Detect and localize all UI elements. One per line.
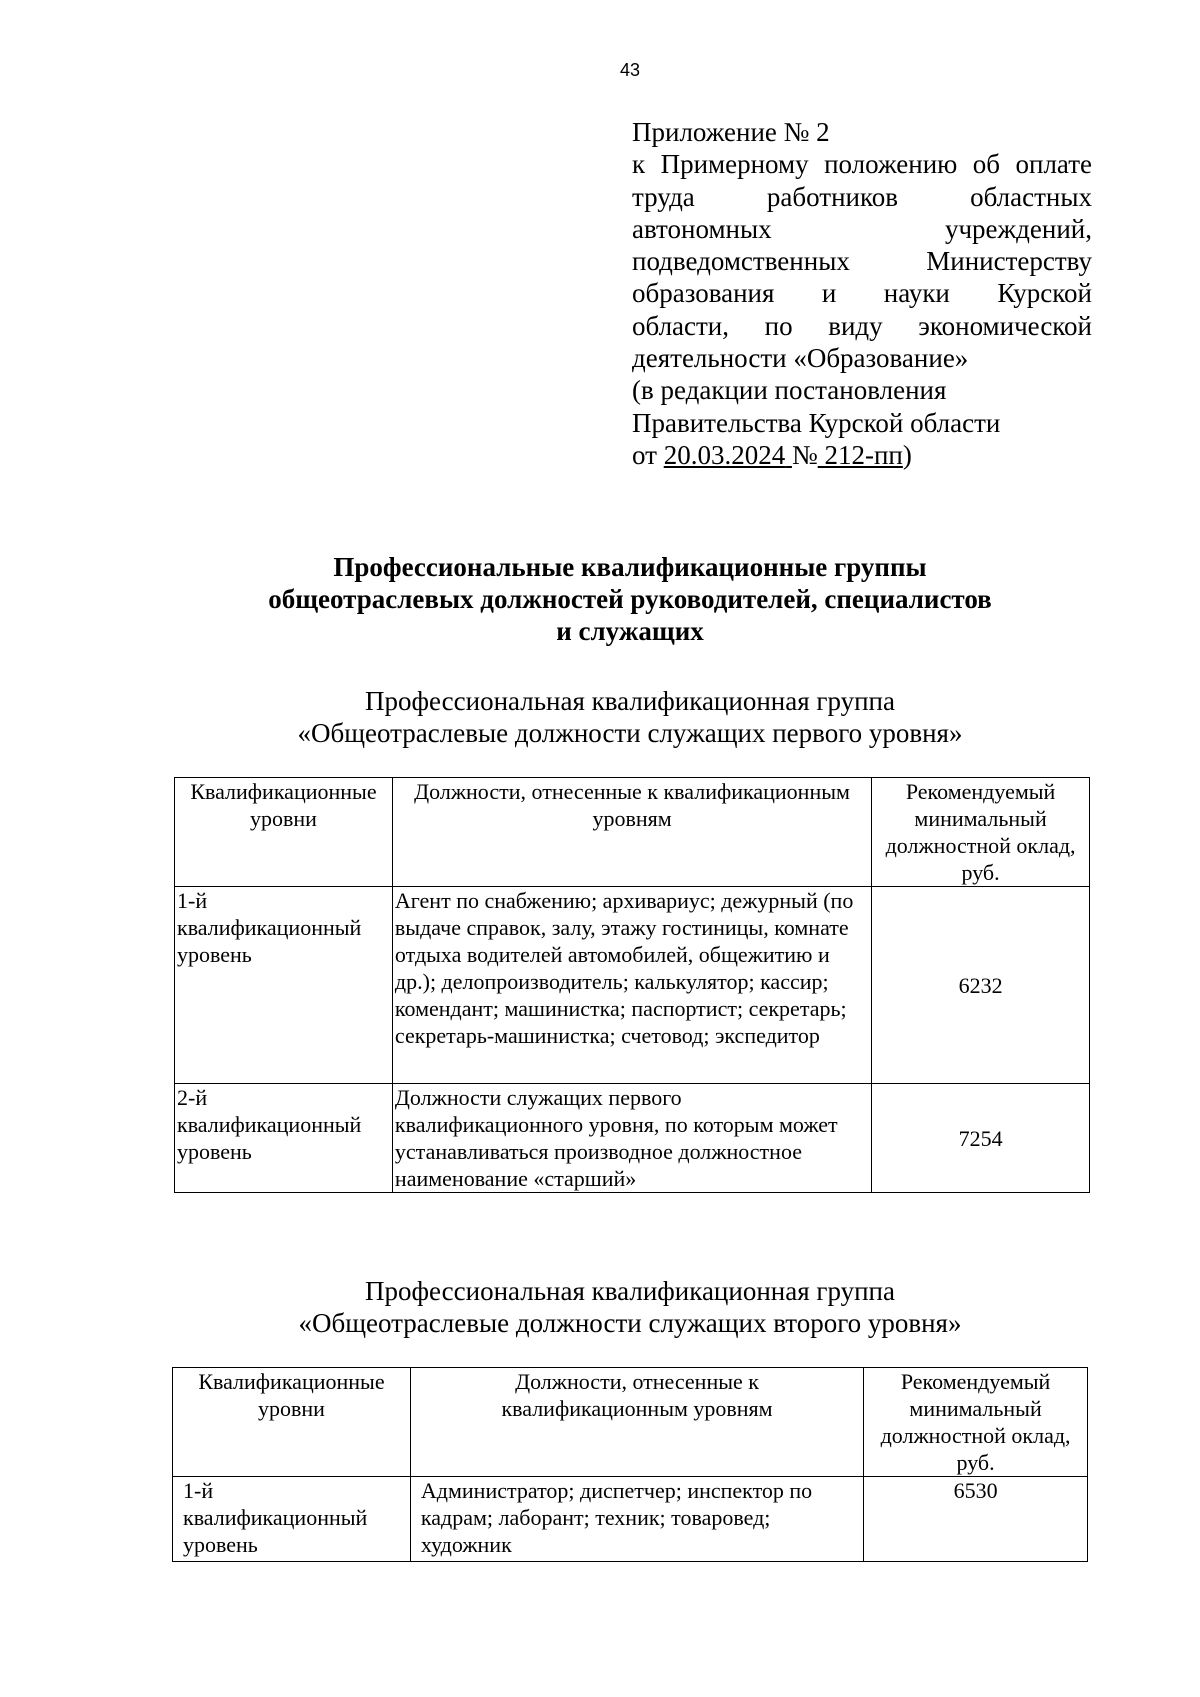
table-header-row [175,778,1090,887]
appendix-block [632,116,1092,471]
appendix-line: к Примерному положению об оплате [632,149,1092,180]
group2-table [172,1367,1088,1562]
group2-title: Профессиональная квалификационная группа «Общеотраслевые должности служащих второго уровня» [298,1276,962,1338]
page-number: 43 [619,60,641,80]
positions-cell: Должности служащих первого квалификационного уровня, по которым может устанавливаться производное должностное наименование «старший» [392,1084,871,1193]
level-cell: 2-й квалификационный уровень [175,1084,393,1193]
appendix-line: автономных учреждений, [632,213,1092,244]
positions-cell: Администратор; диспетчер; инспектор по кадрам; лаборант; техник; товаровед; художник [410,1477,863,1562]
group1-table [174,777,1090,1193]
salary-cell: 6232 [872,887,1090,1084]
main-title: Профессиональные квалификационные группы общеотраслевых должностей руководителей, специалистов и служащих [268,552,992,646]
salary-cell: 7254 [872,1084,1090,1193]
header-positions: Должности, отнесенные к квалификационным уровням [392,778,871,887]
resolution-number: 212-пп [824,439,903,470]
appendix-line: области, по виду экономической [632,310,1092,341]
table-row [173,1477,1088,1562]
appendix-date-line: от 20.03.2024 № 212-пп) [632,439,912,470]
appendix-line: Правительства Курской области [632,407,1001,438]
header-levels: Квалификационные уровни [175,778,393,887]
table-row [175,1084,1090,1193]
level-cell: 1-й квалификационный уровень [173,1477,411,1562]
table-header-row [173,1368,1088,1477]
positions-cell: Агент по снабжению; архивариус; дежурный (по выдаче справок, залу, этажу гостиницы, комнате отдыха водителей автомобилей, общежитию и др.); делопроизводитель; калькулятор; кассир; комендант; машинистка; паспортист; секретарь; секретарь-машинистка; счетовод; экспедитор [392,887,871,1084]
level-cell: 1-й квалификационный уровень [175,887,393,1084]
group1-title: Профессиональная квалификационная группа «Общеотраслевые должности служащих первого уровня» [297,686,963,748]
date-prefix: от [632,439,657,470]
appendix-line: труда работников областных [632,181,1092,212]
header-levels: Квалификационные уровни [173,1368,411,1477]
header-positions: Должности, отнесенные к квалификационным уровням [410,1368,863,1477]
appendix-line: (в редакции постановления [632,375,947,406]
appendix-line: подведомственных Министерству [632,246,1092,277]
resolution-date: 20.03.2024 [663,439,786,470]
salary-cell: 6530 [864,1477,1088,1562]
header-salary: Рекомендуемый минимальный должностной оклад, руб. [872,778,1090,887]
number-sign: № [791,439,818,470]
appendix-line: образования и науки Курской [632,278,1092,309]
header-salary: Рекомендуемый минимальный должностной оклад, руб. [864,1368,1088,1477]
appendix-line: Приложение № 2 [632,117,830,147]
table-row [175,887,1090,1084]
appendix-line: деятельности «Образование» [632,343,969,374]
